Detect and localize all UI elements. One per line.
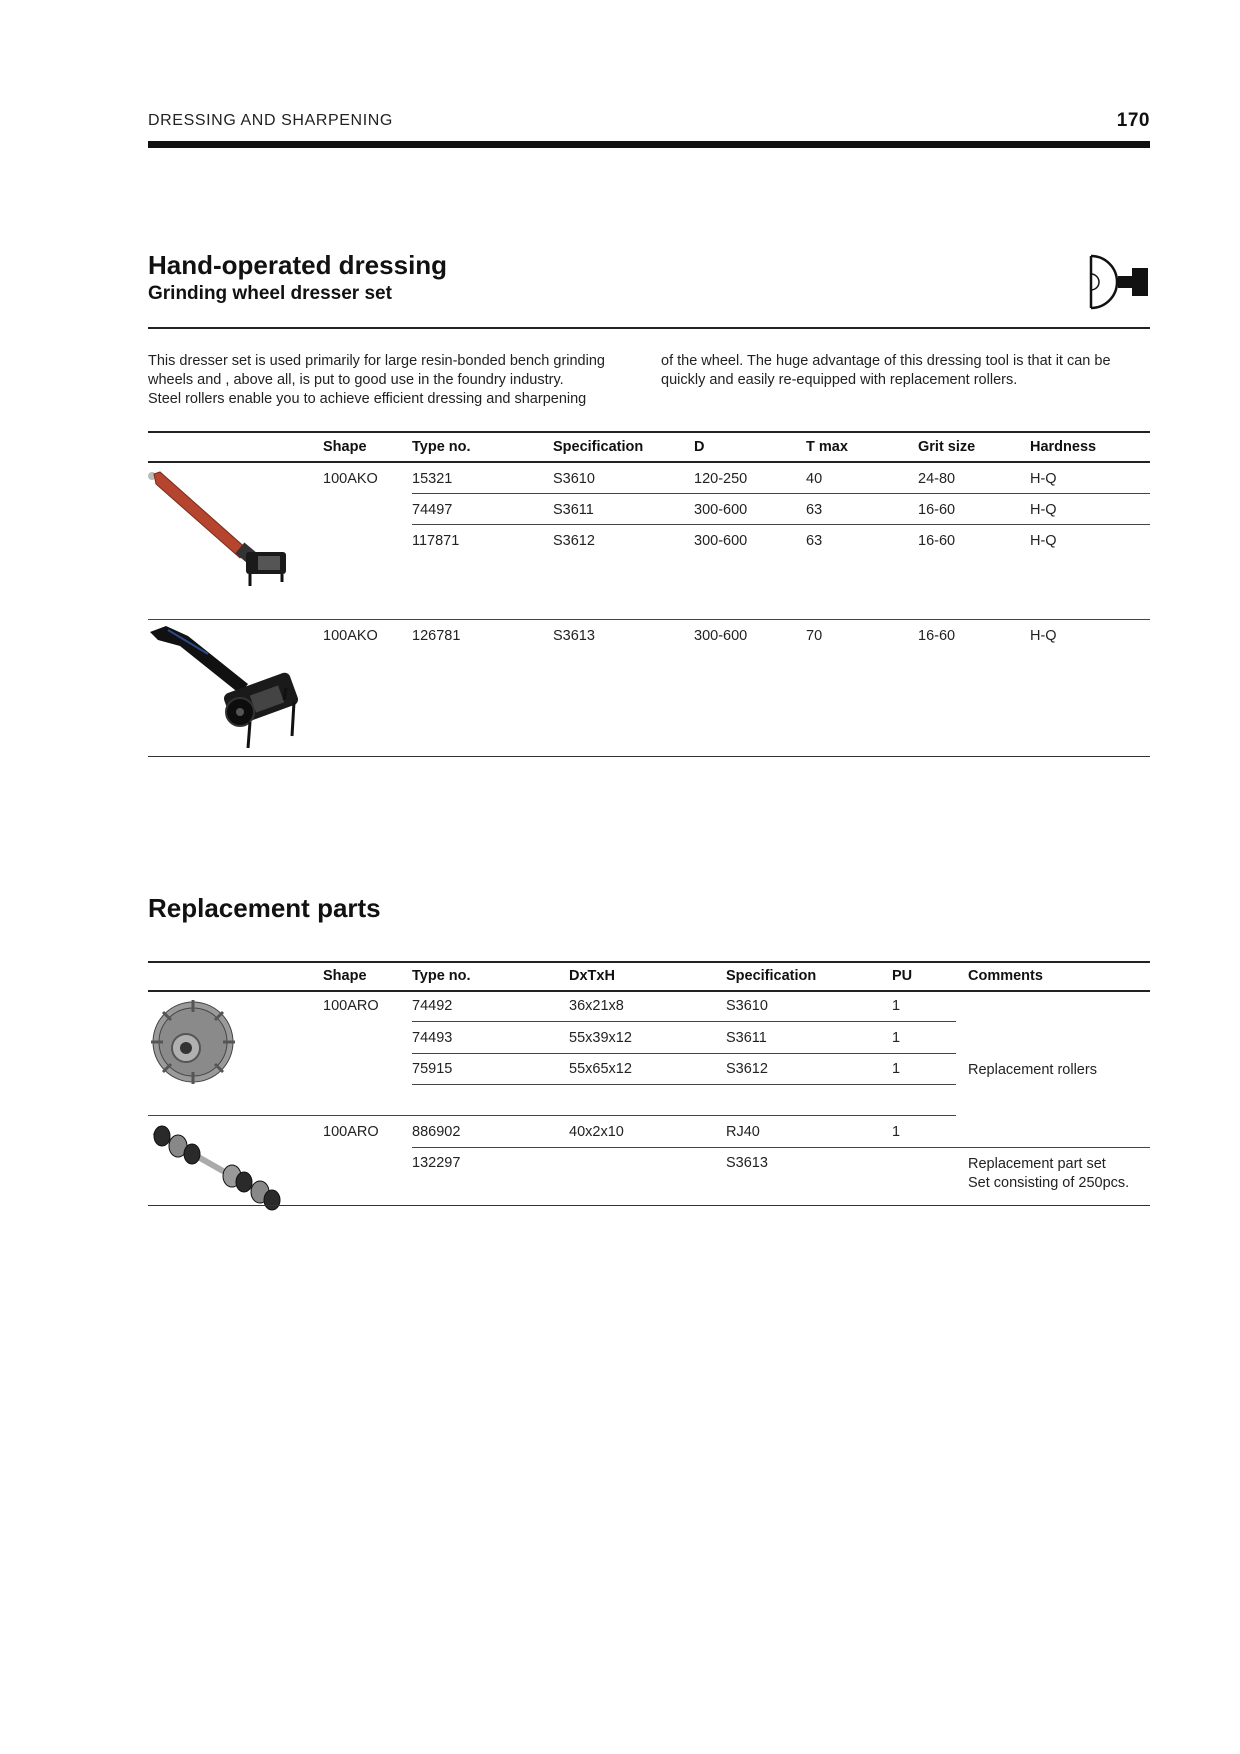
col-header-shape: Shape [323,968,367,984]
replacement-table-header-rule [148,990,1150,992]
table-cell-shape: 100ARO [323,1124,379,1140]
table-cell-type-no: 117871 [412,533,460,549]
row-divider [412,493,1150,494]
description-right: of the wheel. The huge advantage of this dressing tool is that it can be quickly and easily re-equipped with replacement rollers. [661,353,1111,388]
row-divider [412,1084,956,1085]
table-cell-type-no: 15321 [412,471,453,487]
table-cell-spec: S3610 [553,471,595,487]
table-cell-type-no: 74497 [412,502,453,518]
col-header-specification: Specification [726,968,817,984]
col-header-shape: Shape [323,439,367,455]
table-cell-grit: 24-80 [918,471,956,487]
table-cell-hardness: H-Q [1030,628,1057,644]
replacement-table-top-rule [148,961,1150,963]
table-cell-spec: S3612 [726,1061,768,1077]
table-cell-type-no: 75915 [412,1061,453,1077]
table-cell-spec: S3613 [553,628,595,644]
header-rule [148,141,1150,148]
replacement-table-bottom-rule [148,1205,1150,1206]
row-divider [148,619,1150,620]
col-header-dxtxh: DxTxH [569,968,615,984]
table-cell-grit: 16-60 [918,502,956,518]
table-cell-shape: 100AKO [323,471,378,487]
dresser-black-handle-image [148,624,308,750]
table-cell-tmax: 63 [806,533,823,549]
table-cell-dxtxh: 40x2x10 [569,1124,624,1140]
table-cell-tmax: 40 [806,471,823,487]
table-cell-spec: RJ40 [726,1124,760,1140]
table-cell-dxtxh: 36x21x8 [569,998,624,1014]
dressing-tool-symbol-icon [1088,254,1150,310]
table-cell-dxtxh: 55x39x12 [569,1030,632,1046]
table-cell-type-no: 74493 [412,1030,453,1046]
table-cell-spec: S3611 [726,1030,767,1046]
col-header-comments: Comments [968,968,1043,984]
col-header-type-no: Type no. [412,968,471,984]
table-cell-d: 120-250 [694,471,748,487]
table-cell-shape: 100ARO [323,998,379,1014]
comment-replacement-part-set: Replacement part set Set consisting of 250pcs. [968,1156,1130,1191]
table-cell-d: 300-600 [694,533,748,549]
table-cell-hardness: H-Q [1030,471,1057,487]
table-cell-pu: 1 [892,1061,901,1077]
title-rule [148,327,1150,329]
row-divider [412,1021,956,1022]
table-cell-hardness: H-Q [1030,502,1057,518]
row-divider [412,1147,1150,1148]
col-header-d: D [694,439,705,455]
table-cell-pu: 1 [892,998,901,1014]
table-cell-dxtxh: 55x65x12 [569,1061,632,1077]
col-header-grit-size: Grit size [918,439,976,455]
page-subtitle: Grinding wheel dresser set [148,283,392,304]
col-header-type-no: Type no. [412,439,471,455]
table-cell-spec: S3612 [553,533,595,549]
row-divider [148,1115,956,1116]
table-cell-d: 300-600 [694,502,748,518]
section-header: DRESSING AND SHARPENING [148,112,393,129]
table-cell-hardness: H-Q [1030,533,1057,549]
page-title: Hand-operated dressing [148,250,448,280]
table-cell-spec: S3613 [726,1155,768,1171]
row-divider [412,524,1150,525]
page-number: 170 [1116,110,1150,131]
table-top-rule [148,431,1150,433]
col-header-hardness: Hardness [1030,439,1097,455]
table-cell-shape: 100AKO [323,628,378,644]
replacement-part-set-image [148,1118,284,1214]
table-cell-type-no: 126781 [412,628,461,644]
table-cell-grit: 16-60 [918,628,956,644]
description-left: This dresser set is used primarily for large resin-bonded bench grinding wheels and , above all, is put to good use in the foundry industry. Steel rollers enable you to achieve efficient dressing and sharpening [148,353,605,407]
table-cell-grit: 16-60 [918,533,956,549]
replacement-roller-image [148,994,238,1090]
comment-replacement-rollers: Replacement rollers [968,1062,1097,1078]
table-cell-d: 300-600 [694,628,748,644]
table-cell-spec: S3610 [726,998,768,1014]
table-cell-type-no: 886902 [412,1124,461,1140]
table-header-rule [148,461,1150,463]
dresser-red-handle-image [148,470,308,588]
row-divider [412,1053,956,1054]
table-cell-tmax: 70 [806,628,823,644]
table-cell-pu: 1 [892,1030,901,1046]
replacement-parts-title: Replacement parts [148,893,381,923]
table-cell-type-no: 74492 [412,998,453,1014]
table-cell-pu: 1 [892,1124,901,1140]
col-header-tmax: T max [806,439,848,455]
table-cell-type-no: 132297 [412,1155,461,1171]
col-header-specification: Specification [553,439,644,455]
col-header-pu: PU [892,968,913,984]
table-bottom-rule [148,756,1150,757]
table-cell-tmax: 63 [806,502,823,518]
table-cell-spec: S3611 [553,502,594,518]
